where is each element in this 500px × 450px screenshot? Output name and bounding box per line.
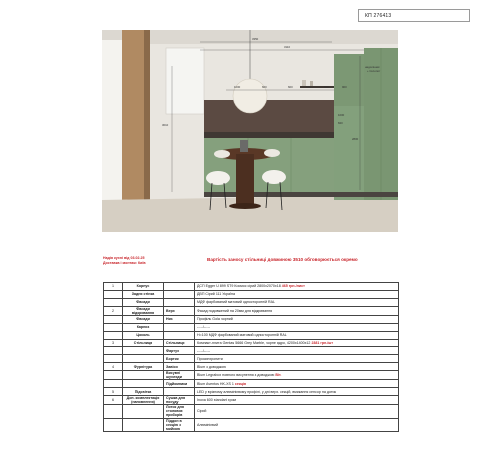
kitchen-render (102, 30, 398, 232)
spec-row-number (104, 418, 123, 431)
spec-row-description: Сірий (197, 409, 207, 414)
spec-row-number: 2 (104, 306, 123, 315)
dim-w3: 600 (288, 85, 293, 89)
spec-row-group: Фасади відкривання (123, 306, 164, 315)
spec-row-text (195, 396, 399, 405)
spec-row-subgroup (164, 290, 195, 298)
spec-row-text (195, 306, 399, 315)
spec-row-description: LED у врізному алюмінієвому профілі, у дні верх. секцій, вмикання сенсор на дотик (197, 389, 337, 394)
spec-row-subgroup (164, 388, 195, 396)
spec-row-description: Blum Legrabox повного висунення з доводжою (197, 373, 276, 378)
spec-row (104, 388, 399, 396)
spec-row (104, 405, 399, 418)
spec-row-description: -----/----- (197, 348, 210, 353)
dim-h4: 840 (338, 121, 343, 125)
dim-h2: 2800 (352, 137, 359, 141)
spec-row-group: Задня стінка (123, 290, 164, 298)
spec-row (104, 347, 399, 355)
dim-h1: 3110 (284, 45, 291, 49)
spec-row-subgroup: Сушка для посуду (164, 396, 195, 405)
spec-row-price: секція (234, 381, 246, 386)
spec-row-number (104, 371, 123, 380)
spec-row-number: 6 (104, 396, 123, 405)
spec-row-subgroup: Завіси (164, 363, 195, 371)
spec-row (104, 418, 399, 431)
spec-row-description: МДФ фарбований матовий односторонній RAL (197, 300, 276, 305)
spec-row-subgroup: Низ (164, 315, 195, 323)
spec-row (104, 396, 399, 405)
spec-row-description: Blum Aventos HK-XS 1 (197, 381, 235, 386)
spec-row-description: Просинхронити (197, 356, 223, 361)
spec-row-text (195, 371, 399, 380)
spec-row-text (195, 380, 399, 388)
dim-top-total: 3350 (252, 37, 259, 41)
spec-row-group: Фасади (123, 298, 164, 306)
spec-row-description: ДСП Egger U 899 ST9 Космос сірий 2800x2070x18 (197, 284, 282, 289)
spec-row-text (195, 388, 399, 396)
spec-row (104, 298, 399, 306)
spec-row (104, 306, 399, 315)
spec-row-number (104, 315, 123, 323)
spec-row-subgroup: Лоток для столових приборів (164, 405, 195, 418)
dim-right-note-2: + Склопит (367, 69, 381, 73)
spec-row-subgroup: Бортик (164, 355, 195, 363)
spec-row-description: Н=100 МДФ фарбований матовий односторонній RAL (197, 333, 287, 338)
spec-row-subgroup: Висувні шухляди (164, 371, 195, 380)
spec-row-group: Фурнітура (123, 363, 164, 371)
dim-w4: 640 (306, 85, 311, 89)
spec-row-price: Віт. (275, 373, 282, 378)
spec-row-number: 1 (104, 283, 123, 291)
spec-row (104, 355, 399, 363)
dim-w2: 600 (262, 85, 267, 89)
delivery-notes (103, 256, 146, 266)
dim-w5: 600 (324, 85, 329, 89)
countertop-note: Вартість заносу стільниці довжиною 3510 обговорюється окремо (207, 257, 358, 262)
kitchen-render-image (102, 30, 398, 232)
spec-row-text (195, 283, 399, 291)
spec-row (104, 283, 399, 291)
spec-row-group: Корпус (123, 283, 164, 291)
spec-row-text (195, 331, 399, 339)
spec-row-number: 5 (104, 388, 123, 396)
spec-row-number (104, 298, 123, 306)
spec-row-number (104, 405, 123, 418)
spec-row-text (195, 315, 399, 323)
spec-row-text (195, 405, 399, 418)
spec-row-number: 4 (104, 363, 123, 371)
spec-row-text (195, 347, 399, 355)
spec-row-number (104, 323, 123, 331)
spec-row-number (104, 380, 123, 388)
spec-row-description: Профіль Gola чорний (197, 317, 233, 322)
spec-row-group (123, 371, 164, 380)
spec-row-group (123, 355, 164, 363)
spec-row-number (104, 347, 123, 355)
spec-row-description: Blum з доводжою (197, 364, 226, 369)
dim-w1: 1000 (234, 85, 241, 89)
spec-row-group (123, 418, 164, 431)
spec-row (104, 363, 399, 371)
spec-row (104, 331, 399, 339)
spec-row-group (123, 405, 164, 418)
spec-row-subgroup: Верх (164, 306, 195, 315)
spec-row-number (104, 355, 123, 363)
spec-row-group: Карниз (123, 323, 164, 331)
delivery-date: Надія кухні від 03.02.25 (103, 256, 145, 260)
spec-row-text (195, 363, 399, 371)
spec-table (103, 282, 399, 432)
spec-row-text (195, 290, 399, 298)
spec-row-subgroup (164, 331, 195, 339)
spec-row-number: 3 (104, 339, 123, 347)
spec-row-text (195, 355, 399, 363)
spec-row-group (123, 347, 164, 355)
spec-row-description: Алюмінієвий (197, 422, 218, 427)
spec-row (104, 290, 399, 298)
spec-row-text (195, 323, 399, 331)
spec-row-number (104, 331, 123, 339)
spec-row-subgroup (164, 323, 195, 331)
spec-row-text (195, 298, 399, 306)
spec-row (104, 339, 399, 347)
spec-row-description: Inoxa 600 standart хром (197, 398, 237, 403)
spec-row-subgroup: Піддон в секцію з мийкою (164, 418, 195, 431)
spec-row-subgroup (164, 298, 195, 306)
spec-row (104, 315, 399, 323)
spec-row-subgroup: Стільниця (164, 339, 195, 347)
spec-row-group: Фасади (123, 315, 164, 323)
spec-row-group (123, 380, 164, 388)
spec-row-text (195, 339, 399, 347)
spec-row-text (195, 418, 399, 431)
spec-row-description: ДВП Сірий 111 Україна (197, 292, 235, 297)
spec-row-description: Фасад подовжений на 20мм для відкривання (197, 308, 273, 313)
dim-left-h: 3010 (162, 123, 169, 127)
spec-row (104, 371, 399, 380)
spec-row-group: Цоколь (123, 331, 164, 339)
document-id: КП 276413 (358, 9, 470, 22)
delivery-place: Доставка і монтаж: Київ (103, 261, 146, 266)
spec-row-group: Підсвітка (123, 388, 164, 396)
spec-row (104, 323, 399, 331)
spec-row (104, 380, 399, 388)
dim-h3: 1000 (338, 113, 345, 117)
spec-row-subgroup: Фартух (164, 347, 195, 355)
spec-row-group: Доп. комплектація (наповнення) (123, 396, 164, 405)
spec-row-subgroup: Підйомники (164, 380, 195, 388)
spec-row-number (104, 290, 123, 298)
dim-right-note-1: надолішеві (365, 65, 380, 69)
spec-row-description: -----/----- (197, 325, 210, 330)
dim-w6: 900 (342, 85, 347, 89)
spec-row-group: Стільниця (123, 339, 164, 347)
spec-row-price: 2381 грн./шт (311, 340, 334, 345)
spec-row-price: 465 грн./лист (281, 284, 305, 289)
spec-row-subgroup (164, 283, 195, 291)
spec-row-description: Компакт-плита Gentas 5666 Grey Marble, чорне ядро, 4200x1400x12 (197, 340, 312, 345)
